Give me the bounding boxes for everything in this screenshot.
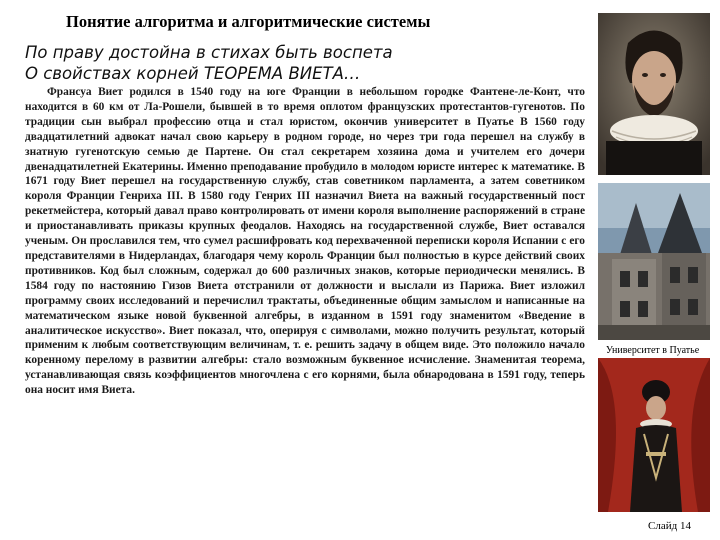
university-building-illustration (598, 183, 710, 340)
viete-portrait-illustration (598, 13, 710, 175)
slide-title: Понятие алгоритма и алгоритмические системы (66, 12, 431, 31)
image-caption: Университет в Пуатье (605, 345, 700, 356)
king-henry-portrait-image (598, 358, 710, 512)
biography-text: Франсуа Виет родился в 1540 году на юге Франции в небольшом городке Фантене-ле-Конт, что находится в 60 км от Ла-Рошели, бывшей в то время оплотом французских протестантов-гугенотов. По традиции сын выбрал профессию отца и стал юристом, окончив университет в Пуатье В 1560 году двадцатилетний адвокат начал свою карьеру в родном городе, но через три года перешел на службу в знатную гугенотскую семью де Партене. Он стал секретарем хозяина дома и учителем его дочери двенадцатилетней Екатерины. Именно преподавание пробудило в молодом юристе интерес к математике. В 1671 году Виет перешел на государственную службу, став советником парламента, а затем советником короля Франции Генриха III. В 1580 году Генрих III назначил Виета на важный государственный пост рекетмейстера, который давал право контролировать от имени короля выполнение распоряжений в стране и приостанавливать приказы крупных феодалов. Находясь на государственной службе, Виет оставался ученым. Он прославился тем, что сумел расшифровать код перехваченной переписки короля Испании с его представителями в Нидерландах, благодаря чему король Франции был полностью в курсе действий своих противников. Код был сложным, содержал до 600 различных знаков, которые периодически менялись. В 1584 году по настоянию Гизов Виета отстранили от должности и выслали из Парижа. Виет изложил программу своих исследований и перечислил трактаты, объединенные общим замыслом и написанные на математическом языке новой буквенной алгебры, в изданном в 1591 году знаменитом «Введение в аналитическое искусство». Виет показал, что, оперируя с символами, можно получить результат, который применим к любым соответствующим величинам, т. е. решить задачу в общем виде. Это положило начало коренному перелому в развитии алгебры: стало возможным буквенное исчисление. Знаменитая теорема, устанавливающая связь коэффициентов многочлена с его корнями, была обнародована в 1591 году, теперь она носит имя Виета. (25, 86, 585, 397)
biography-text-block (25, 85, 585, 398)
university-poitiers-image (598, 183, 710, 340)
epigraph-line-1: По праву достойна в стихах быть воспета (25, 43, 393, 62)
epigraph-line-2: О свойствах корней ТЕОРЕМА ВИЕТА… (25, 64, 361, 83)
slide-number: Слайд 14 (648, 520, 691, 532)
viete-portrait-image (598, 13, 710, 175)
king-portrait-illustration (598, 358, 710, 512)
epigraph (25, 42, 585, 84)
